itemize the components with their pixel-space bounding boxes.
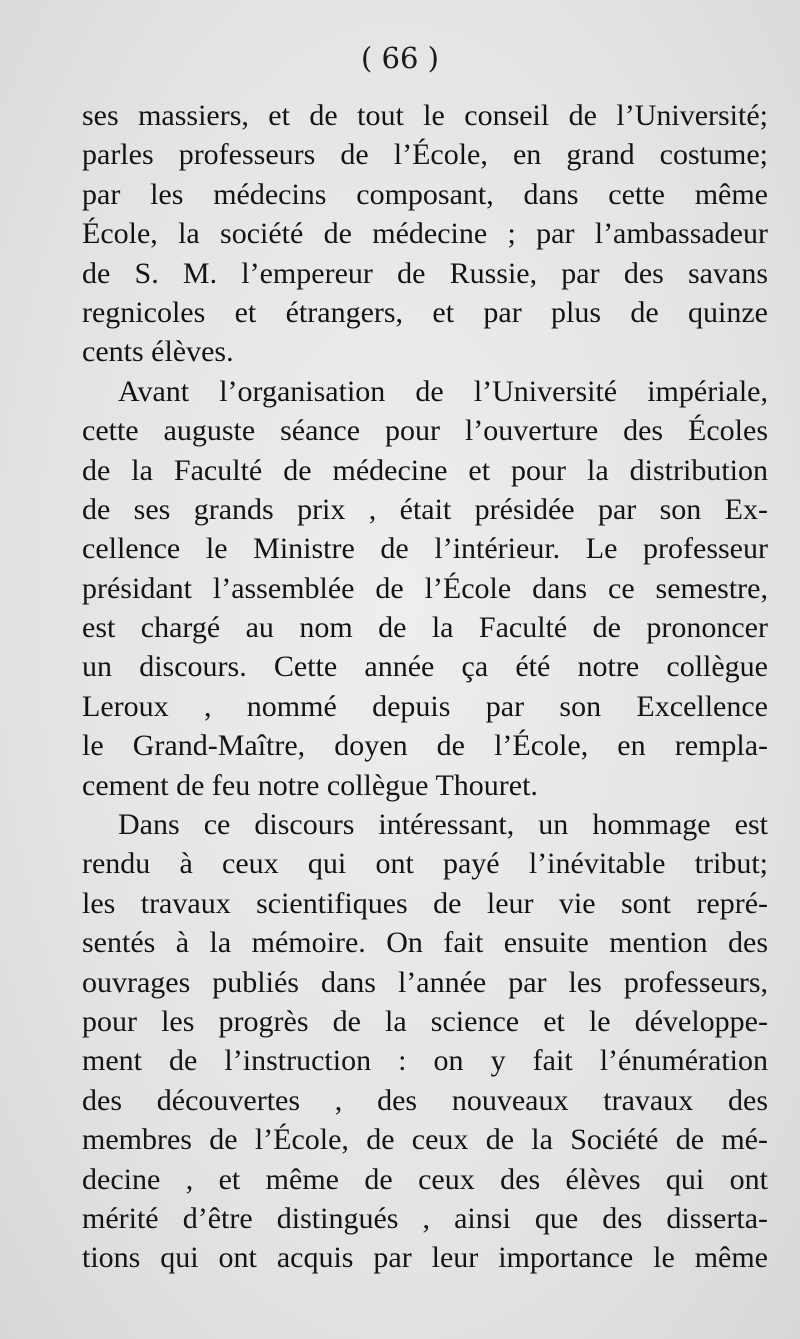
text-line: mérité d’être distingués , ainsi que des disserta- <box>82 1201 768 1235</box>
text-line: ment de l’instruction : on y fait l’énumération <box>82 1044 768 1078</box>
text-line: cette auguste séance pour l’ouverture des Écoles <box>82 414 768 448</box>
text-line: Avant l’organisation de l’Université impériale, <box>118 374 768 408</box>
text-line: sentés à la mémoire. On fait ensuite mention des <box>82 926 768 960</box>
text-line: regnicoles et étrangers, et par plus de quinze <box>82 295 768 329</box>
text-line: membres de l’École, de ceux de la Société de mé- <box>82 1123 768 1157</box>
text-line: ouvrages publiés dans l’année par les professeurs, <box>82 965 768 999</box>
paragraph-3 <box>82 805 768 1278</box>
text-line: cellence le Ministre de l’intérieur. Le professeur <box>82 532 768 566</box>
text-line: cement de feu notre collègue Thouret. <box>82 768 538 802</box>
text-line: decine , et même de ceux des élèves qui ont <box>82 1162 768 1196</box>
paragraph-2 <box>82 372 768 805</box>
text-line: parles professeurs de l’École, en grand costume; <box>82 138 768 172</box>
text-line: les travaux scientifiques de leur vie sont repré- <box>82 886 768 920</box>
text-line: des découvertes , des nouveaux travaux des <box>82 1083 768 1117</box>
text-line: est chargé au nom de la Faculté de prononcer <box>82 611 768 645</box>
text-line: par les médecins composant, dans cette même <box>82 177 768 211</box>
text-line: Dans ce discours intéressant, un hommage est <box>118 808 768 842</box>
text-line: présidant l’assemblée de l’École dans ce semestre, <box>82 571 768 605</box>
text-line: le Grand-Maître, doyen de l’École, en rempla- <box>82 729 768 763</box>
text-line: de la Faculté de médecine et pour la distribution <box>82 453 768 487</box>
text-line: rendu à ceux qui ont payé l’inévitable tribut; <box>82 847 768 881</box>
text-line: Leroux , nommé depuis par son Excellence <box>82 689 768 723</box>
text-line: pour les progrès de la science et le développe- <box>82 1004 768 1038</box>
text-line: tions qui ont acquis par leur importance le même <box>82 1241 768 1275</box>
text-line: cents élèves. <box>82 335 234 369</box>
text-line: ses massiers, et de tout le conseil de l’Université; <box>82 99 768 132</box>
text-line: un discours. Cette année ça été notre collègue <box>82 650 768 684</box>
paragraph-1 <box>82 96 768 372</box>
body-text <box>82 96 768 1278</box>
text-line: de S. M. l’empereur de Russie, par des savans <box>82 256 768 290</box>
text-line: École, la société de médecine ; par l’ambassadeur <box>82 217 768 251</box>
page-number: ( 66 ) <box>361 41 439 75</box>
text-line: de ses grands prix , était présidée par son Ex- <box>82 492 768 526</box>
